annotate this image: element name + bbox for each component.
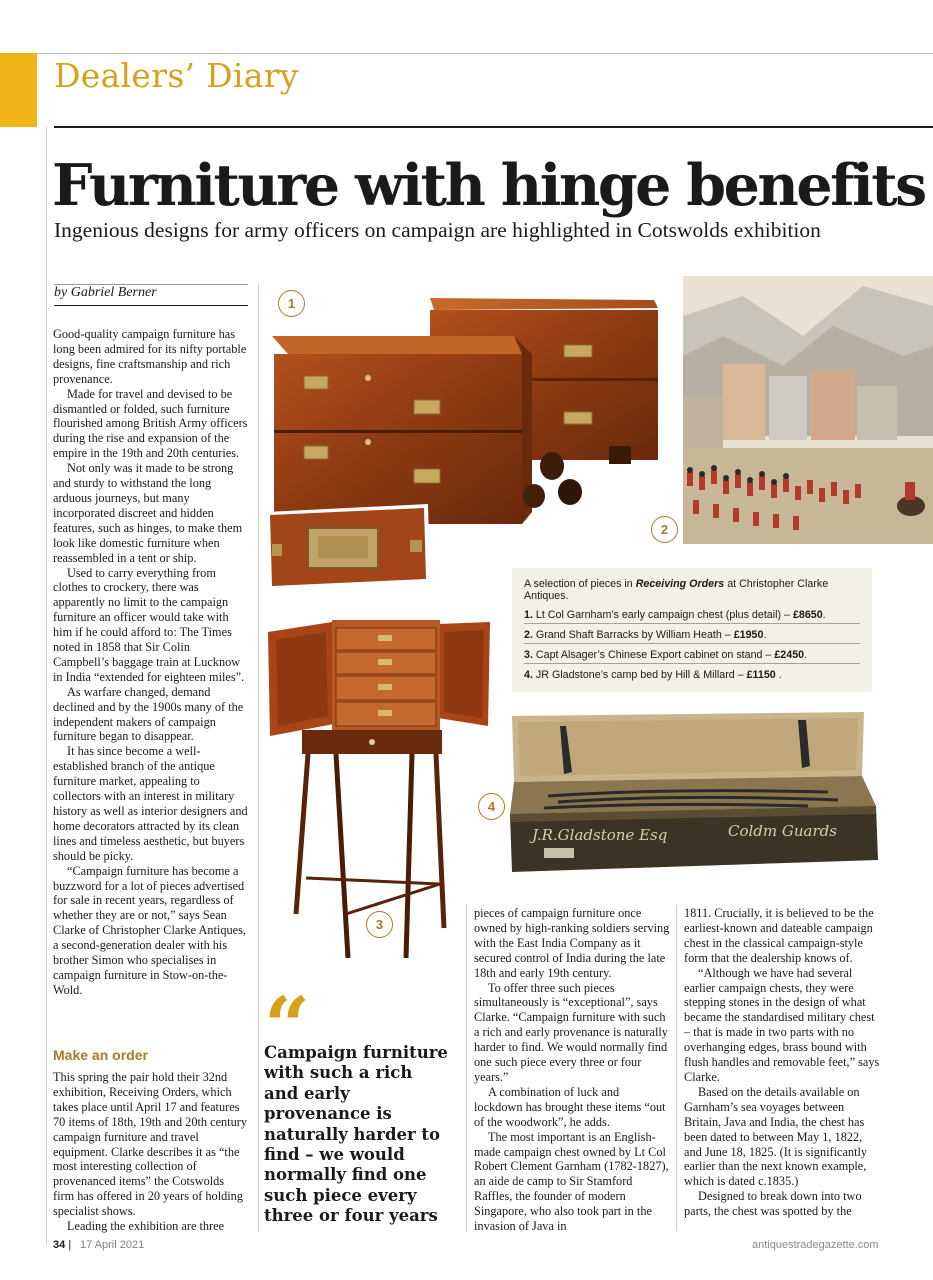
chest-inscription-left: J.R.Gladstone Esq [532,826,668,844]
caption-item: 2. Grand Shaft Barracks by William Heath – £1950. [524,629,860,644]
pull-quote-mark: “ [264,979,311,1073]
column-divider-3 [676,905,677,1231]
body-column-1 [53,327,248,998]
barracks-painting [683,276,933,544]
pull-quote: Campaign furniture with such a rich and early provenance is naturally harder to find – we would normally find one such piece every three or four years [264,1043,448,1226]
footer-date: 17 April 2021 [80,1239,145,1251]
paragraph: 1811. Crucially, it is believed to be the earliest-known and dateable campaign chest in the classical campaign-style form that the dealership knows of. [684,906,874,965]
image-number-3: 3 [366,911,393,938]
paragraph: pieces of campaign furniture once owned by high-ranking soldiers serving with the East India Company as it secured control of India during the late 18th and early 19th century. [474,906,670,980]
image-number-1: 1 [278,290,305,317]
paragraph: A combination of luck and lockdown has brought these items “out of the woodwork”, he adds. [474,1084,666,1129]
chest-inscription-right: Coldm Guards [728,822,837,840]
byline: by Gabriel Berner [54,285,157,300]
paragraph: Leading the exhibition are three [67,1219,225,1234]
paragraph: As warfare changed, demand declined and by the 1900s many of the independent makers of campaign furniture began to disappear. [53,684,244,744]
section-tab [0,53,37,127]
image-number-4: 4 [478,793,505,820]
body-column-3 [474,906,670,1234]
section-title: Dealers’ Diary [54,56,299,95]
paragraph: Designed to break down into two parts, the chest was spotted by the [684,1189,862,1219]
caption-item: 3. Capt Alsager’s Chinese Export cabinet on stand – £2450. [524,649,860,664]
paragraph: The most important is an English-made campaign chest owned by Lt Col Robert Clement Garnham (1782-1827), an aide de camp to Sir Stamford Raffles, the founder of modern Singapore, who also took part in the invasion of Java in [474,1129,669,1234]
top-rule [0,53,933,54]
image-number-2: 2 [651,516,678,543]
paragraph: It has since become a well-established branch of the antique furniture market, appealing to collectors with an interest in military history as well as interior designers and home decorators attracted by its clean lines and timeless aesthetic, but buyers should be picky. [53,744,248,863]
column-divider-1 [258,283,259,1231]
paragraph: Good-quality campaign furniture has long been admired for its nifty portable designs, fine craftsmanship and rich provenance. [53,327,247,386]
standfirst: Ingenious designs for army officers on campaign are highlighted in Cotswolds exhibition [54,218,821,242]
paragraph: “Campaign furniture has become a buzzword for a lot of pieces advertised for sale in recent years, regardless of whether they are or not,” says Sean Clarke of Christopher Clarke Antiques, a second-generation dealer with his brother Simon who specialises in campaign furniture in Stow-on-the-Wold. [53,863,246,997]
subheading: Make an order [53,1047,148,1063]
header-rule [54,126,933,128]
footer-page-number: 34 | [53,1239,72,1251]
body-column-4 [684,906,880,1219]
caption-box [512,568,872,692]
paragraph: This spring the pair hold their 32nd exhibition, Receiving Orders, which takes place until April 17 and features 70 items of 18th, 19th and 20th century campaign furniture and travel equipment. Clarke describes it as “the most interesting collection of provenanced items” the Cotswolds firm has offered in 20 years of holding specialist shows. [53,1070,247,1219]
body-column-1-continued [53,1070,248,1234]
camp-bed-chest-photo [508,710,882,874]
chest-detail-photo [264,502,432,592]
cabinet-on-stand-photo [266,614,492,958]
caption-item: 4. JR Gladstone’s camp bed by Hill & Millard – £1150 . [524,669,782,681]
footer-website: antiquestradegazette.com [752,1239,879,1251]
campaign-chests-photo [266,282,662,528]
paragraph: Made for travel and devised to be dismantled or folded, such furniture flourished among British Army officers during the rise and expansion of the empire in the 19th and 20th centuries. [53,386,248,461]
headline: Furniture with hinge benefits [52,152,925,219]
caption-title: A selection of pieces in Receiving Orders at Christopher Clarke Antiques. [524,578,829,602]
left-margin-rule [46,127,47,1245]
paragraph: “Although we have had several earlier campaign chests, they were stepping stones in the design of what became the standardised military chest – that is made in two parts with no overhanging edges, brass bound with flush handles and removable feet,” says Clarke. [684,965,880,1084]
paragraph: Based on the details available on Garnham’s sea voyages between Britain, Java and India, the chest has been dated to between May 1, 1822, and June 18, 1825. (It is significantly earlier than the next known example, which is dated c.1835.) [684,1084,868,1189]
paragraph: Used to carry everything from clothes to crockery, there was apparently no limit to the campaign furniture an officer would take with him if he could afford to: The Times noted in 1858 that Sir Colin Campbell’s baggage train at Lucknow in India “extended for eighteen miles”. [53,565,245,684]
caption-item: 1. Lt Col Garnham’s early campaign chest (plus detail) – £8650. [524,609,860,624]
paragraph: Not only was it made to be strong and sturdy to withstand the long arduous journeys, but many incorporated discreet and hidden features, such as hinges, to make them look like domestic furniture when reassembled in a tent or ship. [53,461,243,565]
paragraph: To offer three such pieces simultaneously is “exceptional”, says Clarke. “Campaign furniture with such a rich and early provenance is naturally harder to find. We would normally find one such piece every three or four years.” [474,980,668,1084]
byline-rule-bottom [54,305,248,306]
